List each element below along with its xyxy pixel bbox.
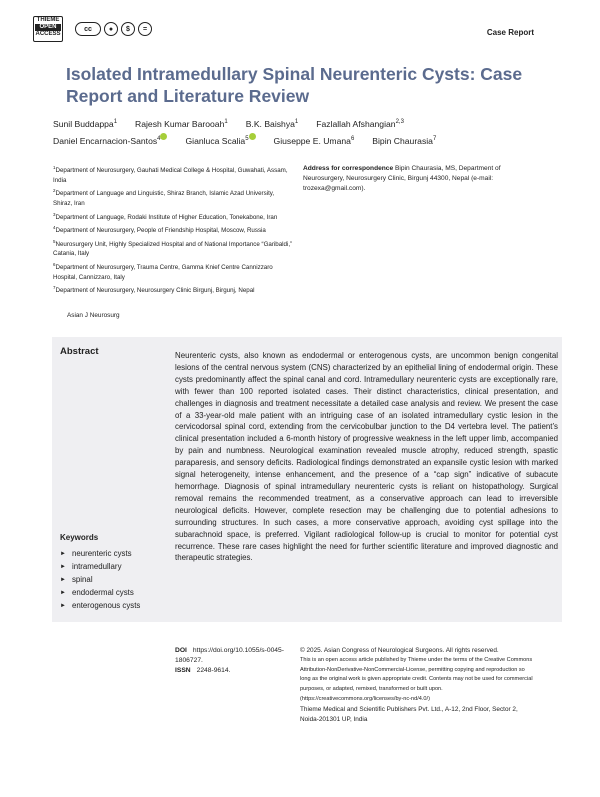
affiliation-item (53, 223, 293, 236)
issn-label: ISSN (175, 667, 191, 674)
affiliation-text: Neurosurgery Unit, Highly Specialized Hospital and of National Importance “Garibaldi,” Catania, Italy (53, 240, 293, 258)
affiliation-number: 6 (53, 262, 56, 268)
correspondence-label: Address for correspondence (303, 165, 394, 172)
article-title: Isolated Intramedullary Spinal Neurenteric Cysts: Case Report and Literature Review (66, 64, 523, 106)
author-name: Giuseppe E. Umana$^6$ (273, 135, 355, 146)
author-affiliation-number: 1 (113, 119, 118, 125)
affiliation-number: 5 (53, 238, 56, 244)
thieme-open-access-logo (33, 16, 63, 42)
copyright-block (300, 646, 535, 724)
correspondence (303, 164, 543, 194)
cc-icon: cc (75, 22, 101, 36)
journal-name: Asian J Neurosurg (67, 312, 120, 319)
keyword-item: ► enterogenous cysts (60, 600, 140, 613)
author-affiliation-number: 1 (294, 119, 299, 125)
affiliation-text: Department of Neurosurgery, Trauma Centre, Gamma Knief Centre Cannizzaro Hospital, Cannizzaro, Italy (53, 264, 273, 281)
affiliation-number: 4 (53, 225, 56, 231)
affiliation-number: 3 (53, 211, 56, 217)
affiliation-text: Department of Language, Rodaki Institute of Higher Education, Tonekabone, Iran (55, 213, 278, 221)
cc-license-icons (75, 22, 152, 36)
author-affiliation-number: 2,3 (395, 119, 404, 125)
keyword-item: ► neurenteric cysts (60, 548, 140, 561)
article-type: Case Report (486, 28, 534, 37)
author-name: Fazlallah Afshangian$^{2,3}$ (316, 118, 404, 129)
abstract-text: Neurenteric cysts, also known as endodermal or enterogenous cysts, are uncommon benign congenital lesions of the central nervous system (CNS) characterized by an epithelial lining of endodermal origin. These cysts predominantly affect the spinal canal and cord. Intramedullary neurenteric cysts are exceptionally rare, with fewer than 100 reported isolated cases. Their distinct characteristics, clinical presentation, and challenges in diagnosis and treatment necessitate a detailed case analysis and review. We present the case of a 33-year-old male patient with an intriguing case of an isolated intramedullary cystic lesion in the cervicodorsal spinal cord, extending from the cervicobulbar junction to the D4 vertebra level. The patient’s clinical presentation included a 6-month history of progressive weakness in the left upper limb, accompanied by pain and numbness. Neurological examination revealed muscle atrophy, reduced strength, spastic paraparesis, and sensory deficits. Radiological findings demonstrated an expansile cystic lesion with marked signal heterogeneity, intense enhancement, and the presence of a “cap sign” indicative of subacute hemorrhage. Diagnosis of spinal intramedullary neurenteric cysts is reliant on histopathology. Surgical removal remains the recommended treatment, as a conservative approach can lead to irreversible neurological deficits. However, complete resection may be challenging due to potential adhesions to surrounding structures. In such cases, a more conservative approach, avoiding cyst spillage into the subarachnoid space, is preferred. Vigilant radiological follow-up is crucial to monitor for potential cyst recurrence. These rare cases highlight the need for further scientific literature and improved diagnostic and therapeutic strategies. (175, 351, 558, 563)
nc-icon: $ (121, 22, 135, 36)
nd-icon: = (138, 22, 152, 36)
issn-value: 2248-9614. (196, 667, 231, 674)
author-affiliation-number: 4 (157, 135, 161, 142)
orcid-icon[interactable] (249, 133, 256, 140)
keyword-item: ► intramedullary (60, 561, 140, 574)
keywords-heading: Keywords (60, 533, 99, 542)
affiliation-text: Department of Neurosurgery, Gauhati Medical College & Hospital, Guwahati, Assam, India (53, 167, 288, 184)
doi-label: DOI (175, 647, 187, 654)
affiliation-item (53, 237, 293, 259)
abstract-heading: Abstract (60, 346, 99, 357)
author-affiliation-number: 6 (350, 135, 355, 142)
keyword-item: ► endodermal cysts (60, 587, 140, 600)
affiliation-number: 7 (53, 285, 56, 291)
affiliation-item (53, 186, 293, 208)
affiliation-item (53, 283, 293, 296)
affiliation-item (53, 163, 293, 185)
keyword-item: ► spinal (60, 574, 140, 587)
affiliation-text: Department of Language and Linguistic, Shiraz Branch, Islamic Azad University, Shiraz, Iran (53, 190, 275, 207)
keywords-list (60, 548, 140, 613)
affiliation-item (53, 210, 293, 223)
orcid-icon[interactable] (160, 133, 167, 140)
affiliation-text: Department of Neurosurgery, People of Friendship Hospital, Moscow, Russia (55, 227, 266, 235)
correspondence-text: Bipin Chaurasia, MS, Department of Neurosurgery, Neurosurgery Clinic, Birgunj 44300, Nepal (e-mail: trozexa@gmail.com). (303, 165, 501, 192)
author-name: Gianluca Scalia$^5$ (185, 136, 255, 146)
author-name: Daniel Encarnacion-Santos$^4$ (53, 136, 167, 146)
copyright-line: © 2025. Asian Congress of Neurological Surgeons. All rights reserved. (300, 647, 499, 654)
author-affiliation-number: 7 (432, 135, 437, 142)
affiliation-item (53, 260, 293, 282)
affiliation-number: 2 (53, 188, 56, 194)
author-name: Sunil Buddappa$^1$ (53, 118, 118, 129)
by-icon: ● (104, 22, 118, 36)
logo-bottom-text: ACCESS (35, 31, 61, 37)
author-list (53, 115, 553, 149)
logo-top-text: THIEME (36, 17, 60, 23)
affiliation-text: Department of Neurosurgery, Neurosurgery Clinic Birgunj, Birgunj, Nepal (55, 287, 255, 295)
publisher-text: Thieme Medical and Scientific Publishers Pvt. Ltd., A-12, 2nd Floor, Sector 2, Noida-201301 UP, India (300, 705, 518, 723)
doi-block (175, 646, 295, 676)
logo-mid-text: OPEN (35, 24, 61, 31)
author-name: B.K. Baishya$^1$ (245, 118, 299, 129)
license-text: This is an open access article published by Thieme under the terms of the Creative Commons Attribution-NonDerivative-NonCommercial-License, permitting copying and reproduction so long as the original work is given appropriate credit. Contents may not be used for commercial purposes, or adapted, remixed, transformed or built upon. (https://creativecommons.org/licenses/by-nc-nd/4.0/) (300, 656, 533, 702)
author-affiliation-number: 1 (224, 119, 228, 125)
doi-link[interactable]: https://doi.org/10.1055/s-0045-1806727. (175, 647, 284, 664)
affiliation-list (53, 163, 293, 297)
author-name: Rajesh Kumar Barooah$^1$ (135, 118, 228, 129)
author-affiliation-number: 5 (245, 135, 249, 142)
author-name: Bipin Chaurasia$^7$ (372, 135, 437, 146)
affiliation-number: 1 (53, 165, 56, 170)
